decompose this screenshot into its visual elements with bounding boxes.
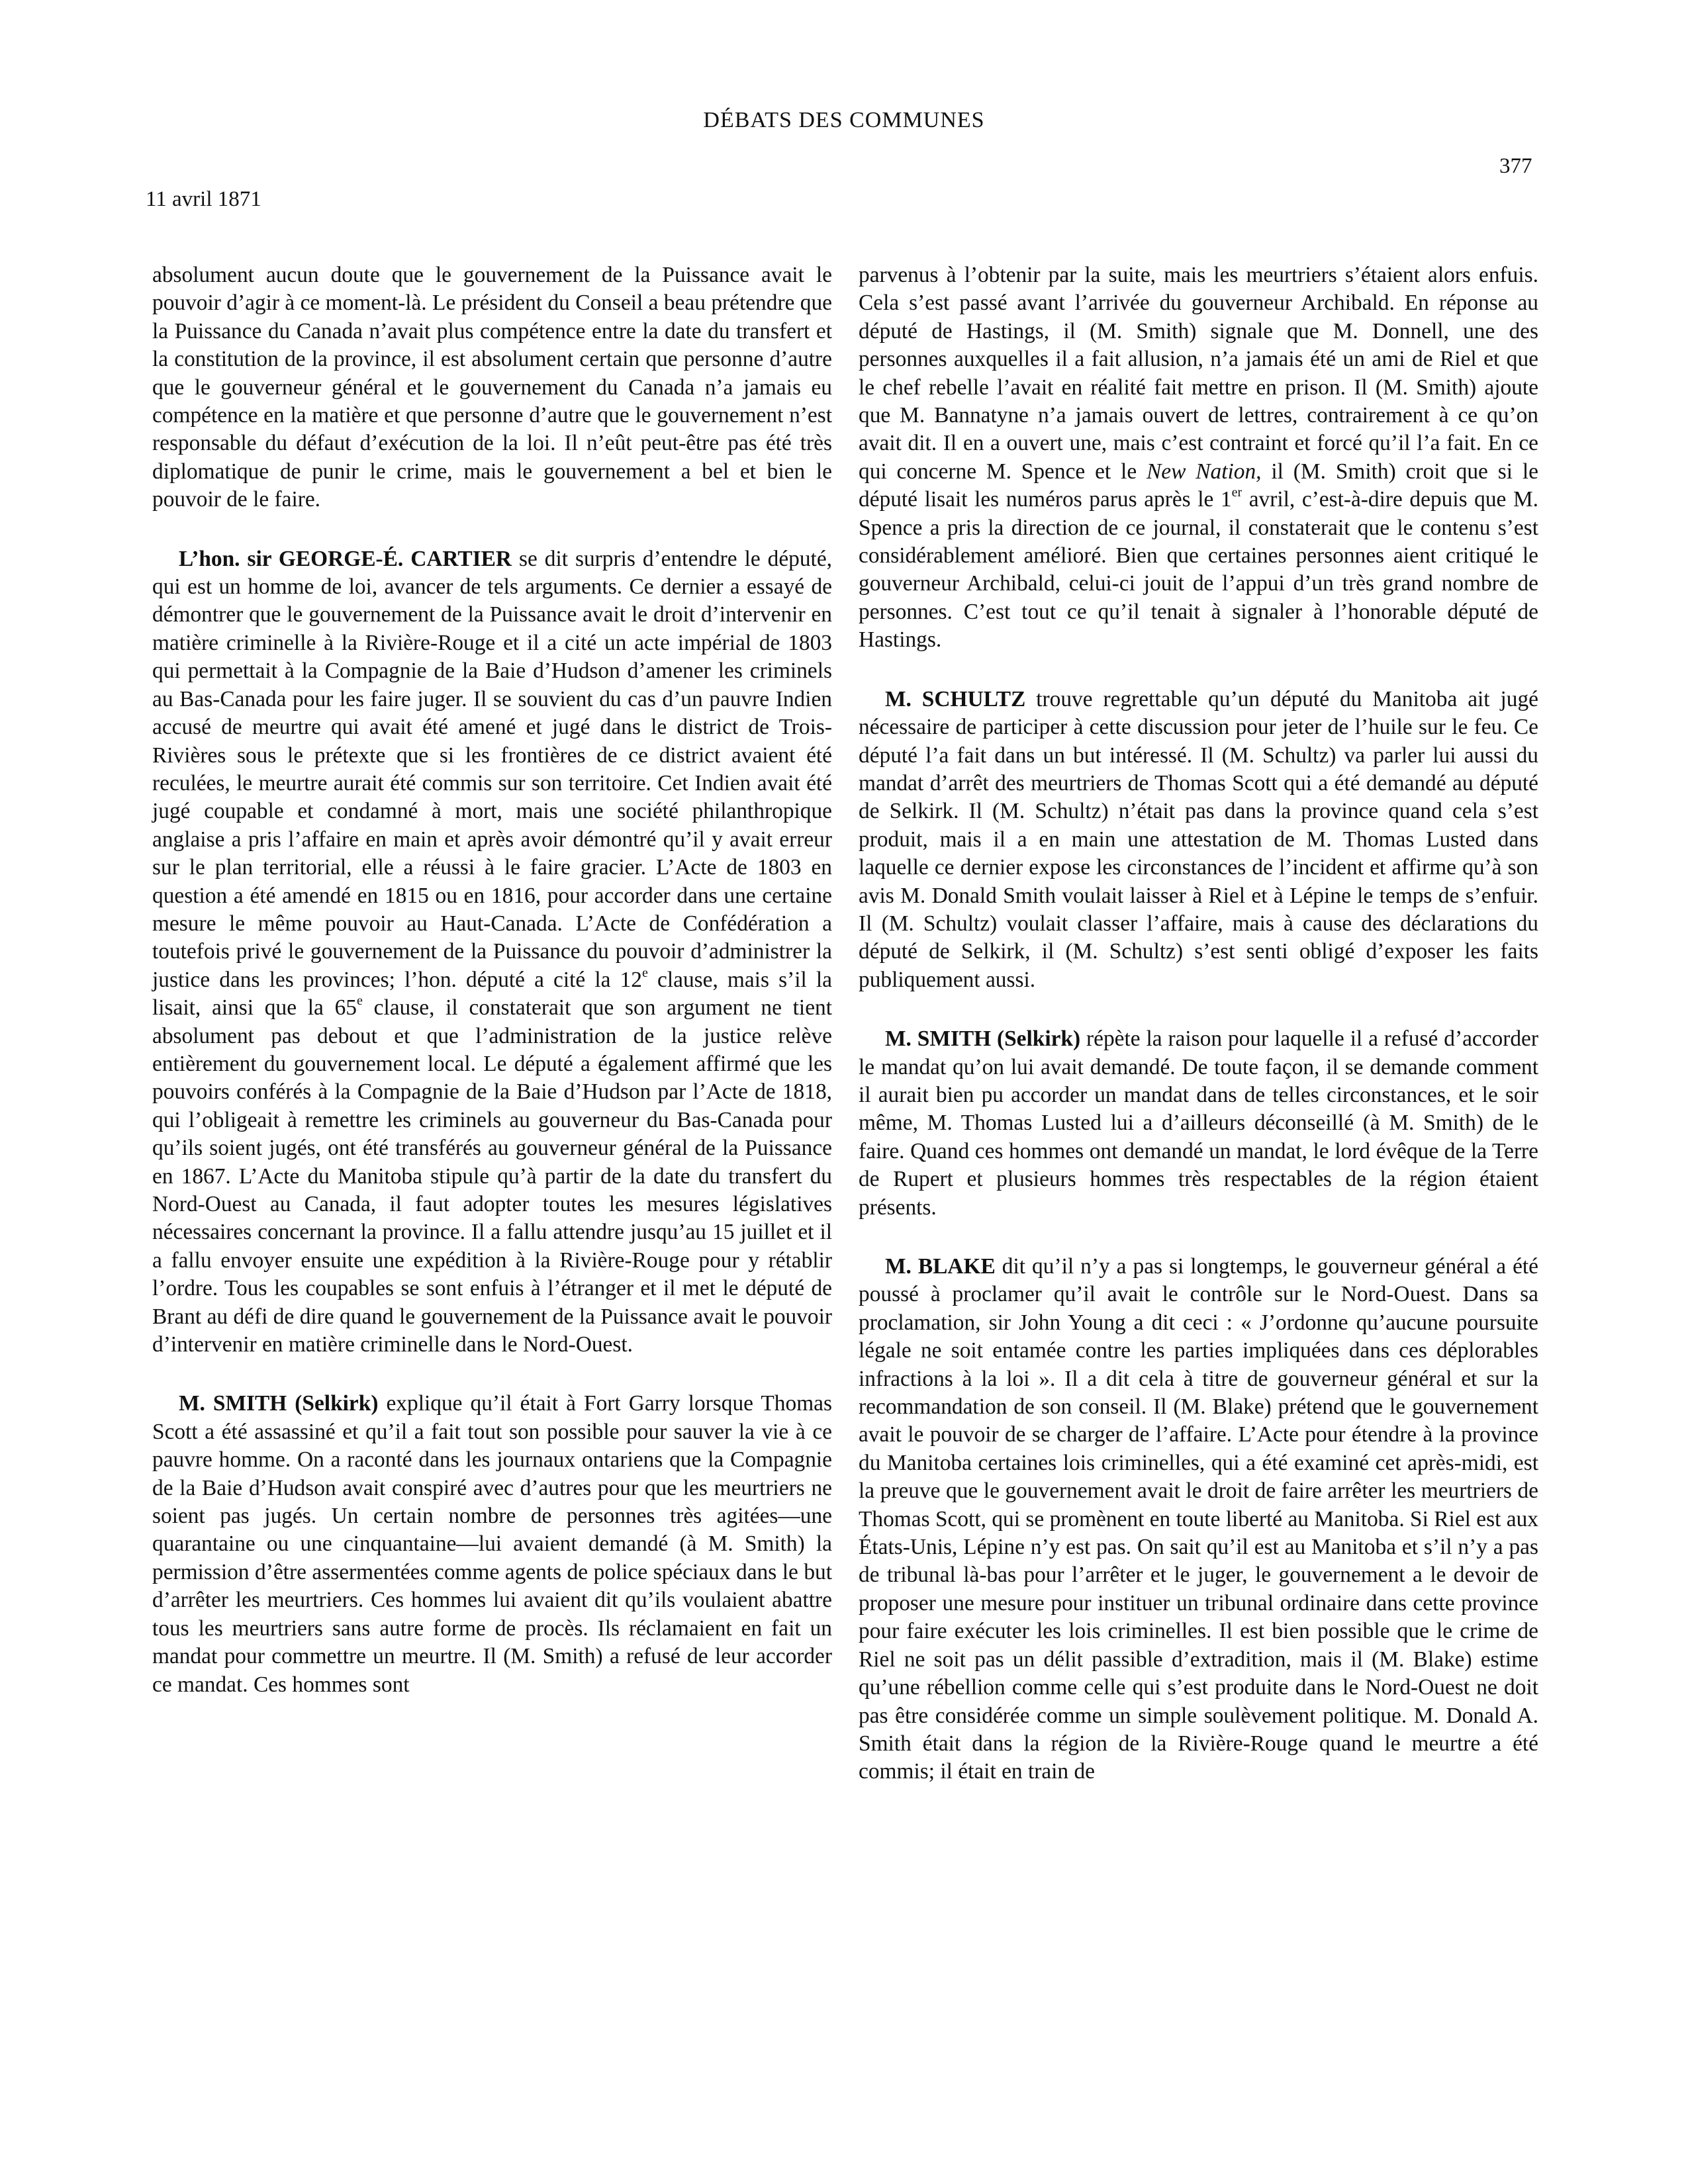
running-title: DÉBATS DES COMMUNES — [703, 108, 985, 132]
speech-text: trouve regrettable qu’un député du Manitoba ait jugé nécessaire de participer à cette discussion pour jeter de l’huile sur le feu. Ce député l’a fait dans un but intéressé. Il (M. Schultz) va parler lui aussi du mandat d’arrêt des meurtriers de Thomas Scott qui a été demandé au député de Selkirk. Il (M. Schultz) n’était pas dans la province quand cela s’est produit, mais il a en main une attestation de M. Thomas Lusted dans laquelle ce dernier expose les circonstances de l’incident et affirme qu’à son avis M. Donald Smith voulait laisser à Riel et à Lépine le temps de s’enfuir. Il (M. Schultz) voulait classer l’affaire, mais à cause des déclarations du député de Selkirk, il (M. Schultz) s’est senti obligé d’exposer les faits publiquement aussi. — [859, 686, 1539, 992]
superscript: e — [642, 965, 648, 980]
speaker-name: M. SCHULTZ — [885, 686, 1026, 711]
right-column — [859, 261, 1538, 1786]
paragraph-continuation: absolument aucun doute que le gouvernement de la Puissance avait le pouvoir d’agir à ce moment-là. Le président du Conseil a beau prétendre que la Puissance du Canada n’avait plus compétence entre la date du transfert et la constitution de la province, il est absolument certain que personne d’autre que le gouverneur général et le gouvernement du Canada n’a jamais eu compétence en la matière et que personne d’autre que le gouvernement n’est responsable du défaut d’exécution de la loi. Il n’eût peut-être pas été très diplomatique de punir le crime, mais le gouvernement a bel et bien le pouvoir de le faire. — [152, 263, 832, 512]
speaker-name: M. SMITH (Selkirk) — [179, 1391, 379, 1416]
speech-cartier — [152, 545, 832, 1359]
speaker-name: M. SMITH (Selkirk) — [885, 1026, 1081, 1052]
speech-smith — [152, 1390, 832, 1698]
speech-text: clause, il constaterait que son argument ne tient absolument pas debout et que l’administration de la justice relève entièrement du gouvernement local. Le député a également affirmé que les pouvoirs conférés à la Compagnie de la Baie d’Hudson par l’Acte de 1818, qui l’obligeait à remettre les criminels au gouverneur du Bas-Canada pour qu’ils soient jugés, ont été transférés au gouverneur général de la Puissance en 1867. L’Acte du Manitoba stipule qu’à partir de la date du transfert du Nord-Ouest au Canada, il faut adopter toutes les mesures législatives nécessaires concernant la province. Il a fallu attendre jusqu’au 15 juillet et il a fallu envoyer ensuite une expédition à la Rivière-Rouge pour y rétablir l’ordre. Tous les coupables se sont enfuis à l’étranger et il met le député de Brant au défi de dire quand le gouvernement de la Puissance avait le pouvoir d’intervenir en matière criminelle dans le Nord-Ouest. — [152, 995, 832, 1357]
paragraph-continuation — [859, 261, 1538, 655]
newspaper-title: New Nation, — [1147, 459, 1262, 484]
sitting-date: 11 avril 1871 — [146, 187, 261, 211]
speech-text: répète la raison pour laquelle il a refusé d’accorder le mandat qu’on lui avait demandé. De toute façon, il se demande comment il aurait bien pu accorder un mandat dans de telles circonstances, et le soir même, M. Thomas Lusted lui a d’ailleurs déconseillé (à M. Smith) de le faire. Quand ces hommes ont demandé un mandat, le lord évêque de la Terre de Rupert et plusieurs hommes très respectables de la région étaient présents. — [859, 1026, 1538, 1220]
superscript: er — [1231, 485, 1243, 500]
speech-smith-reply — [859, 1025, 1538, 1222]
page-number: 377 — [1499, 154, 1532, 178]
left-column — [152, 261, 832, 1699]
speech-text: clause, mais s’il la lisait, ainsi que la 65 — [152, 967, 833, 1021]
speech-text: parvenus à l’obtenir par la suite, mais les meurtriers s’étaient alors enfuis. Cela s’est passé avant l’arrivée du gouverneur Archibald. En réponse au député de Hastings, il (M. Smith) signale que M. Donnell, une des personnes auxquelles il a fait allusion, n’a jamais été un ami de Riel et que le chef rebelle l’avait en réalité fait mettre en prison. Il (M. Smith) ajoute que M. Bannatyne n’a jamais ouvert de lettres, contrairement à ce qu’on avait dit. Il en a ouvert une, mais c’est contraint et forcé qu’il l’a fait. En ce qui concerne M. Spence et le — [859, 263, 1538, 484]
speech-text: avril, c’est-à-dire depuis que M. Spence a pris la direction de ce journal, il constaterait que le contenu s’est considérablement amélioré. Bien que certaines personnes aient critiqué le gouverneur Archibald, celui-ci jouit de l’appui d’un très grand nombre de personnes. C’est tout ce qu’il tenait à signaler à l’honorable député de Hastings. — [859, 487, 1538, 653]
speech-blake — [859, 1253, 1538, 1786]
speech-text: dit qu’il n’y a pas si longtemps, le gouverneur général a été poussé à proclamer qu’il avait le contrôle sur le Nord-Ouest. Dans sa proclamation, sir John Young a dit ceci : « J’ordonne qu’aucune poursuite légale ne soit entamée contre les parties impliquées dans ces déplorables infractions à la loi ». Il a dit cela à titre de gouverneur général et sur la recommandation de son conseil. Il (M. Blake) prétend que le gouvernement avait le pouvoir de se charger de l’affaire. L’Acte pour étendre à la province du Manitoba certaines lois criminelles, qui a été examiné cet après-midi, est la preuve que le gouvernement avait le droit de faire arrêter les meurtriers de Thomas Scott, qui se promènent en toute liberté au Manitoba. Si Riel est aux États-Unis, Lépine n’y est pas. On sait qu’il est au Manitoba et s’il n’y a pas de tribunal là-bas pour l’arrêter et le juger, le gouvernement a le devoir de proposer une mesure pour instituer un tribunal ordinaire dans cette province pour faire exécuter les lois criminelles. Il est bien possible que le crime de Riel ne soit pas un délit passible d’extradition, mais il (M. Blake) estime qu’une rébellion comme celle qui s’est produite dans le Nord-Ouest ne doit pas être considérée comme un simple soulèvement politique. M. Donald A. Smith était dans la région de la Rivière-Rouge quand le meurtre a été commis; il était en train de — [859, 1254, 1538, 1784]
speech-text: se dit surpris d’entendre le député, qui est un homme de loi, avancer de tels arguments. Ce dernier a essayé de démontrer que le gouvernement de la Puissance avait le droit d’intervenir en matière criminelle à la Rivière-Rouge et il a cité un acte impérial de 1803 qui permettait à la Compagnie de la Baie d’Hudson d’amener les criminels au Bas-Canada pour les faire juger. Il se souvient du cas d’un pauvre Indien accusé de meurtre qui avait été amené et jugé dans le district de Trois-Rivières sous le prétexte que si les frontières de ce district avaient été reculées, le meurtre aurait été commis sur son territoire. Cet Indien avait été jugé coupable et condamné à mort, mais une société philanthropique anglaise a pris l’affaire en main et après avoir démontré qu’il y avait erreur sur le plan territorial, elle a réussi à le faire gracier. L’Acte de 1803 en question a été amendé en 1815 ou en 1816, pour accorder dans une certaine mesure le même pouvoir au Haut-Canada. L’Acte de Confédération a toutefois privé le gouvernement de la Puissance du pouvoir d’administrer la justice dans les provinces; l’hon. député a cité la 12 — [152, 546, 832, 992]
speech-text: il (M. Smith) croit que si le député lisait les numéros parus après le 1 — [859, 459, 1538, 512]
speaker-name: L’hon. sir GEORGE-É. CARTIER — [179, 546, 512, 571]
speaker-name: M. BLAKE — [885, 1254, 996, 1279]
superscript: e — [357, 993, 363, 1009]
speech-schultz — [859, 686, 1538, 994]
speech-text: explique qu’il était à Fort Garry lorsque Thomas Scott a été assassiné et qu’il a fait tout son possible pour sauver la vie à ce pauvre homme. On a raconté dans les journaux ontariens que la Compagnie de la Baie d’Hudson avait conspiré avec d’autres pour que les meurtriers ne soient pas jugés. Un certain nombre de personnes très agitées—une quarantaine ou une cinquantaine—lui avaient demandé (à M. Smith) la permission d’être assermentées comme agents de police spéciaux dans le but d’arrêter les meurtriers. Ces hommes lui avaient dit qu’ils voulaient abattre tous les meurtriers sans autre forme de procès. Ils réclamaient en fait un mandat pour commettre un meurtre. Il (M. Smith) a refusé de leur accorder ce mandat. Ces hommes sont — [152, 1391, 832, 1697]
